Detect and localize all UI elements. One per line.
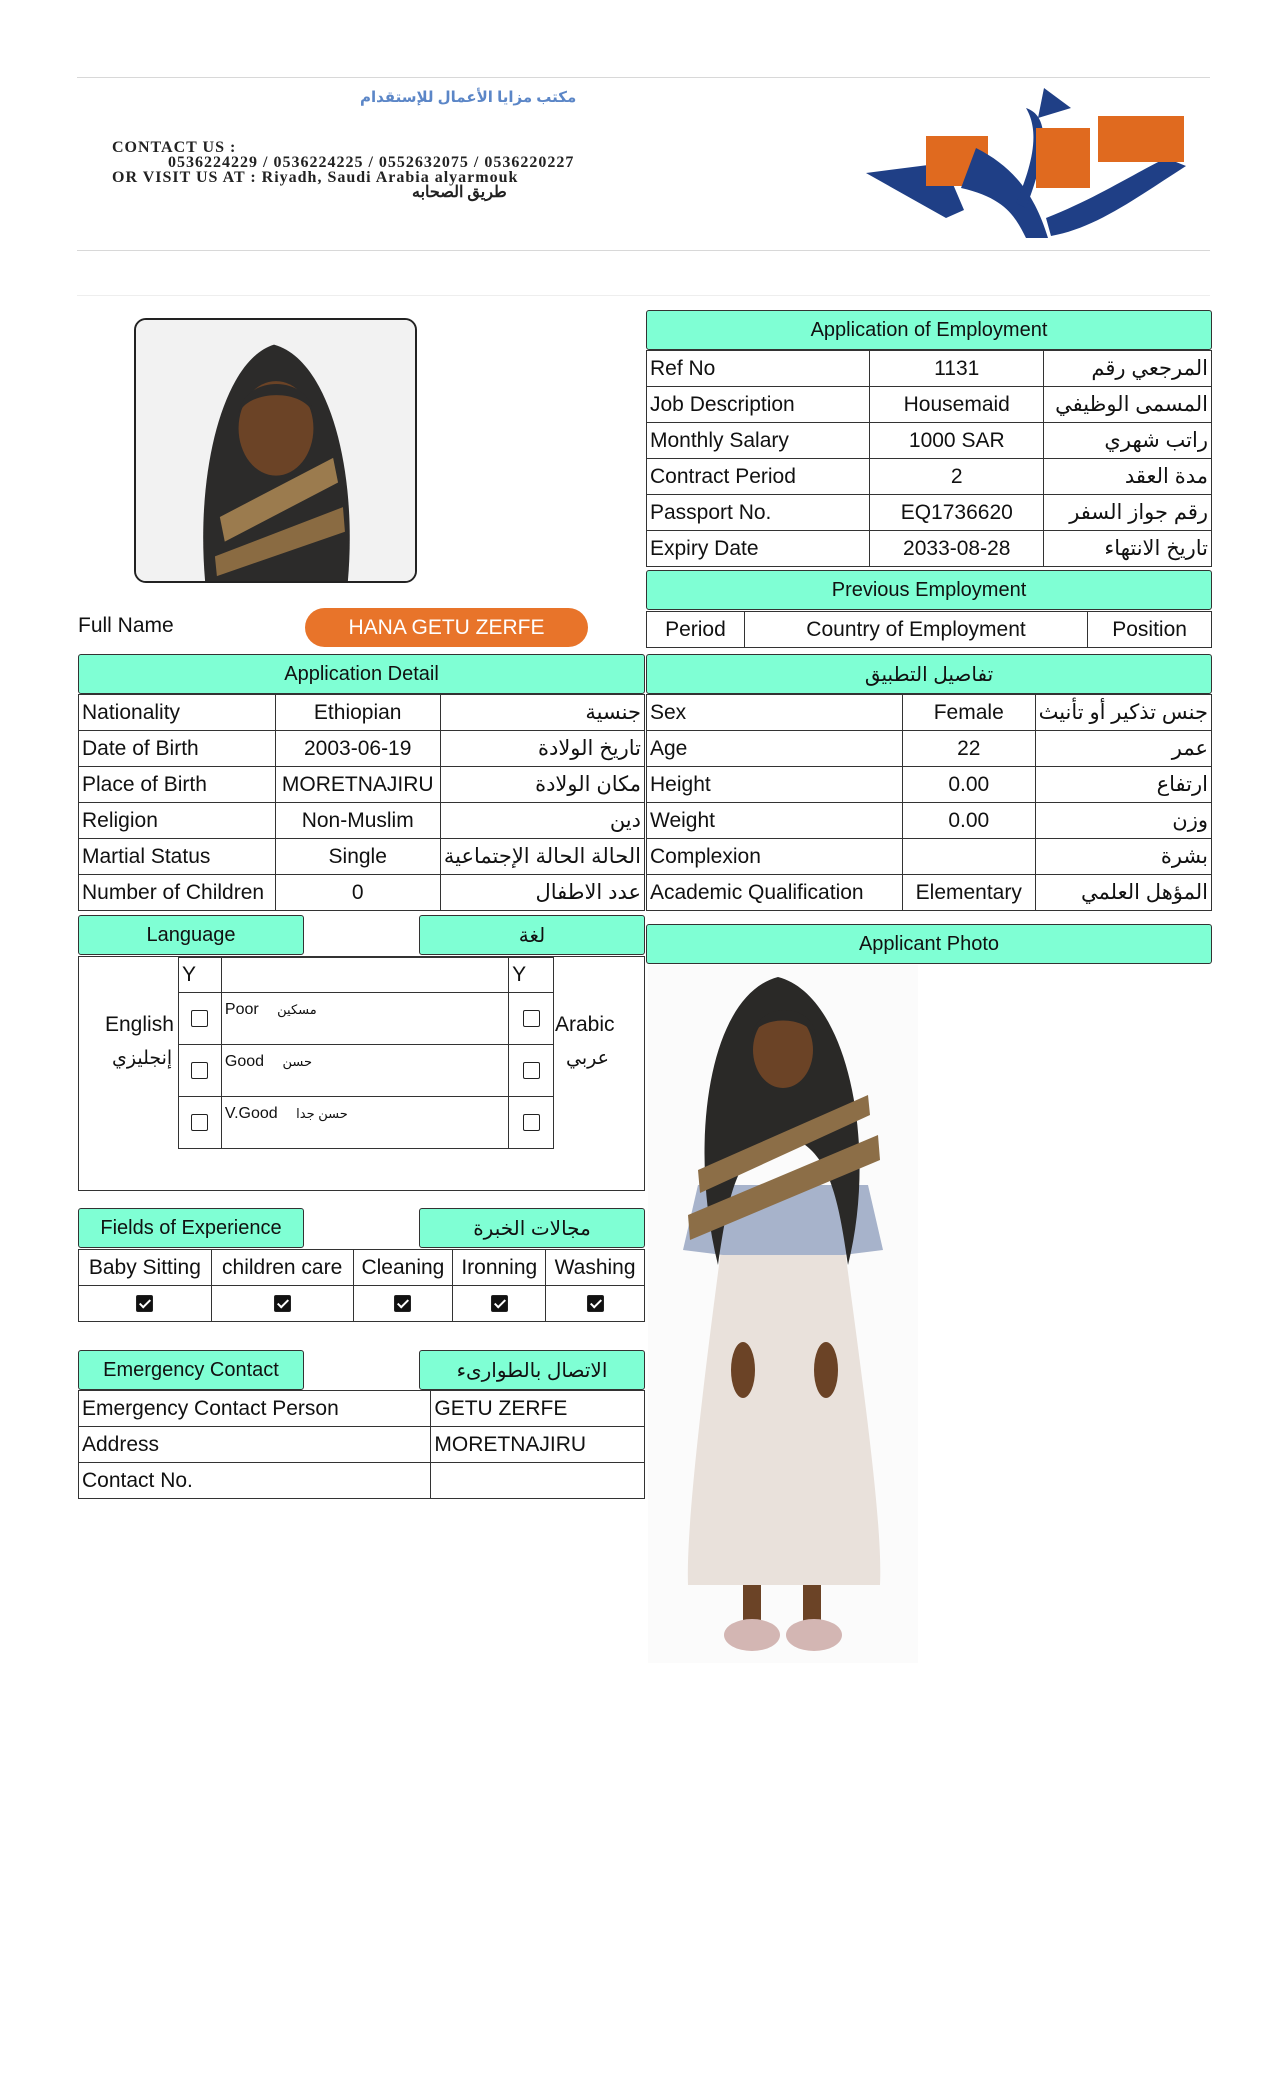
age-arabic: عمر [1035,731,1211,767]
poor-level [221,993,508,1045]
religion-arabic: دين [440,803,644,839]
poor-label: Poor [224,1001,259,1018]
ironning-checkbox[interactable] [491,1295,508,1312]
marital-status-value: Single [275,839,440,875]
sex-value: Female [902,695,1035,731]
arabic-y-header: Y [509,958,554,993]
table-header-row [79,1250,645,1286]
table-row [647,803,1212,839]
fields-of-experience-header: Fields of Experience [78,1208,304,1248]
table-row [79,1427,645,1463]
religion-value: Non-Muslim [275,803,440,839]
baby-sitting-cell [79,1286,212,1322]
good-level [221,1045,508,1097]
height-arabic: ارتفاع [1035,767,1211,803]
applicant-photo-header: Applicant Photo [646,924,1212,964]
contract-period-value: 2 [870,459,1044,495]
contact-arabic-street: طريق الصحابه [412,184,507,201]
table-row [79,803,645,839]
table-row [647,875,1212,911]
table-row [647,767,1212,803]
table-row [647,731,1212,767]
table-row [179,1045,554,1097]
period-header: Period [647,612,745,648]
sex-arabic: جنس تذكير أو تأنيث [1035,695,1211,731]
table-header-row [647,612,1212,648]
monthly-salary-arabic: راتب شهري [1044,423,1212,459]
number-of-children-arabic: عدد الاطفال [440,875,644,911]
baby-sitting-label: Baby Sitting [79,1250,212,1286]
english-poor-checkbox[interactable] [191,1010,208,1027]
table-row [647,459,1212,495]
table-row [79,875,645,911]
contact-visit: OR VISIT US AT : Riyadh, Saudi Arabia alyarmouk [112,169,519,186]
table-row [79,695,645,731]
table-row [647,839,1212,875]
table-row [179,1097,554,1149]
vgood-level [221,1097,508,1149]
application-of-employment-table [646,350,1212,567]
age-value: 22 [902,731,1035,767]
date-of-birth-value: 2003-06-19 [275,731,440,767]
table-row [647,695,1212,731]
applicant-full-photo [648,965,918,1663]
weight-arabic: وزن [1035,803,1211,839]
fields-of-experience-arabic-header: مجالات الخبرة [419,1208,645,1248]
english-arabic-label: إنجليزي [112,1048,173,1069]
full-name-value: HANA GETU ZERFE [305,608,588,647]
table-row [179,993,554,1045]
language-proficiency-table [178,957,554,1149]
children-care-checkbox[interactable] [274,1295,291,1312]
sex-label: Sex [647,695,903,731]
place-of-birth-value: MORETNAJIRU [275,767,440,803]
cleaning-label: Cleaning [353,1250,453,1286]
fields-of-experience-table [78,1249,645,1322]
contract-period-arabic: مدة العقد [1044,459,1212,495]
weight-label: Weight [647,803,903,839]
level-header [221,958,508,993]
complexion-value [902,839,1035,875]
language-arabic-header: لغة [419,915,645,955]
place-of-birth-arabic: مكان الولادة [440,767,644,803]
table-row [647,387,1212,423]
academic-qualification-value: Elementary [902,875,1035,911]
cleaning-checkbox[interactable] [394,1295,411,1312]
academic-qualification-arabic: المؤهل العلمي [1035,875,1211,911]
age-label: Age [647,731,903,767]
date-of-birth-label: Date of Birth [79,731,276,767]
contact-no-label: Contact No. [79,1463,431,1499]
table-row [79,839,645,875]
arabic-good-cell [509,1045,554,1097]
poor-arabic-label: مسكين [277,1002,317,1017]
monthly-salary-label: Monthly Salary [647,423,870,459]
header-contact [112,140,832,200]
english-y-header: Y [179,958,222,993]
table-row [79,1463,645,1499]
passport-no-arabic: رقم جواز السفر [1044,495,1212,531]
arabic-arabic-label: عربي [566,1048,609,1069]
arabic-poor-cell [509,993,554,1045]
english-good-checkbox[interactable] [191,1062,208,1079]
ironning-cell [453,1286,546,1322]
address-value: MORETNAJIRU [431,1427,645,1463]
emergency-contact-table [78,1390,645,1499]
contact-phones: 0536224229 / 0536224225 / 0552632075 / 0536220227 [168,154,575,171]
job-description-value: Housemaid [870,387,1044,423]
english-vgood-checkbox[interactable] [191,1114,208,1131]
vgood-arabic-label: حسن جدا [296,1106,348,1121]
date-of-birth-arabic: تاريخ الولادة [440,731,644,767]
table-row [647,351,1212,387]
passport-no-label: Passport No. [647,495,870,531]
academic-qualification-label: Academic Qualification [647,875,903,911]
position-header: Position [1088,612,1212,648]
expiry-date-arabic: تاريخ الانتهاء [1044,531,1212,567]
cleaning-cell [353,1286,453,1322]
previous-employment-header: Previous Employment [646,570,1212,610]
monthly-salary-value: 1000 SAR [870,423,1044,459]
arabic-vgood-cell [509,1097,554,1149]
table-row [79,731,645,767]
marital-status-arabic: الحالة الحالة الإجتماعية [440,839,644,875]
complexion-arabic: بشرة [1035,839,1211,875]
personal-details-table [646,694,1212,911]
arabic-vgood-checkbox[interactable] [523,1114,540,1131]
address-label: Address [79,1427,431,1463]
contact-no-value [431,1463,645,1499]
table-row [79,1391,645,1427]
ref-no-label: Ref No [647,351,870,387]
ironning-label: Ironning [453,1250,546,1286]
applicant-portrait-photo [134,318,417,583]
arabic-good-checkbox[interactable] [523,1062,540,1079]
number-of-children-value: 0 [275,875,440,911]
weight-value: 0.00 [902,803,1035,839]
table-row [647,495,1212,531]
washing-checkbox[interactable] [587,1295,604,1312]
place-of-birth-label: Place of Birth [79,767,276,803]
arabic-poor-checkbox[interactable] [523,1010,540,1027]
job-description-arabic: المسمى الوظيفي [1044,387,1212,423]
ref-no-arabic: المرجعي رقم [1044,351,1212,387]
washing-label: Washing [546,1250,645,1286]
children-care-label: children care [211,1250,353,1286]
english-vgood-cell [179,1097,222,1149]
nationality-label: Nationality [79,695,276,731]
table-row [647,423,1212,459]
contract-period-label: Contract Period [647,459,870,495]
complexion-label: Complexion [647,839,903,875]
table-row [79,1286,645,1322]
baby-sitting-checkbox[interactable] [136,1295,153,1312]
height-label: Height [647,767,903,803]
company-logo [866,88,1196,240]
nationality-arabic: جنسية [440,695,644,731]
country-of-employment-header: Country of Employment [744,612,1087,648]
good-label: Good [224,1053,265,1070]
english-label: English [105,1013,174,1036]
expiry-date-label: Expiry Date [647,531,870,567]
english-good-cell [179,1045,222,1097]
table-row [647,531,1212,567]
religion-label: Religion [79,803,276,839]
english-poor-cell [179,993,222,1045]
table-header-row [179,958,554,993]
full-name-label: Full Name [78,614,174,637]
language-header: Language [78,915,304,955]
header-arabic-title: مكتب مزايا الأعمال للإستقدام [360,89,577,106]
job-description-label: Job Description [647,387,870,423]
washing-cell [546,1286,645,1322]
emergency-contact-person-label: Emergency Contact Person [79,1391,431,1427]
expiry-date-value: 2033-08-28 [870,531,1044,567]
contact-label: CONTACT US : [112,139,237,156]
emergency-contact-header: Emergency Contact [78,1350,304,1390]
vgood-label: V.Good [224,1105,278,1122]
application-detail-arabic-header: تفاصيل التطبيق [646,654,1212,694]
application-of-employment-header: Application of Employment [646,310,1212,350]
marital-status-label: Martial Status [79,839,276,875]
children-care-cell [211,1286,353,1322]
nationality-value: Ethiopian [275,695,440,731]
application-detail-table [78,694,645,911]
arabic-label: Arabic [555,1013,615,1036]
good-arabic-label: حسن [282,1054,313,1069]
height-value: 0.00 [902,767,1035,803]
application-detail-header: Application Detail [78,654,645,694]
emergency-contact-person-value: GETU ZERFE [431,1391,645,1427]
number-of-children-label: Number of Children [79,875,276,911]
passport-no-value: EQ1736620 [870,495,1044,531]
table-row [79,767,645,803]
previous-employment-table [646,611,1212,648]
ref-no-value: 1131 [870,351,1044,387]
emergency-contact-arabic-header: الاتصال بالطوارىء [419,1350,645,1390]
